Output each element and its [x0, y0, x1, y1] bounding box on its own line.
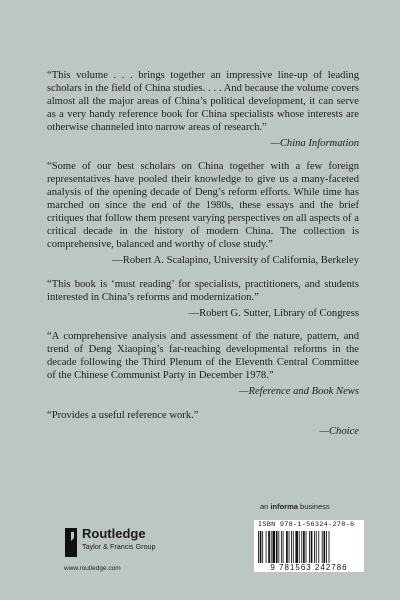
informa-prefix: an — [260, 502, 271, 511]
publisher-subname: Taylor & Francis Group — [82, 542, 156, 551]
barcode-bar — [301, 531, 302, 563]
blurb-attribution — [47, 255, 359, 268]
blurb-quote: “Some of our best scholars on China together with a few foreign representatives have pooled their knowledge to give us a many-faceted analysis of the opening decade of Deng’s reform efforts. While time has marched on since the end of the 1980s, these essays and the brief critiques that follow them present varying perspectives on all aspects of a critical decade in the history of modern China. The collection is comprehensive, balanced and worthy of close study.” — [47, 161, 359, 250]
isbn-label: ISBN 978-1-56324-278-6 — [258, 521, 355, 529]
blurb-attribution — [47, 386, 359, 399]
barcode-bar — [276, 531, 278, 563]
barcode-bar — [289, 531, 290, 563]
isbn-barcode-box — [254, 520, 364, 572]
barcode-icon — [258, 531, 360, 563]
blurb — [47, 161, 359, 267]
barcode-bar — [323, 531, 325, 563]
barcode-bar — [314, 531, 315, 563]
barcode-bar — [326, 531, 327, 563]
barcode-bar — [260, 531, 262, 563]
barcode-bar — [271, 531, 272, 563]
barcode-bar — [299, 531, 300, 563]
barcode-bar — [306, 531, 307, 563]
blurb — [47, 279, 359, 321]
blurb-attribution — [47, 308, 359, 321]
publisher-name: Routledge — [82, 526, 146, 541]
blurb-source: —Robert G. Sutter, Library of Congress — [188, 307, 359, 319]
barcode-bar — [311, 531, 313, 563]
barcode-bar — [278, 531, 279, 563]
informa-business-tagline — [260, 502, 330, 511]
barcode-bar — [329, 531, 330, 563]
barcode-bar — [316, 531, 317, 563]
blurb — [47, 331, 359, 399]
barcode-bar — [268, 531, 270, 563]
barcode-bar — [303, 531, 305, 563]
barcode-bar — [272, 531, 275, 563]
barcode-bar — [281, 531, 282, 563]
blurb-list — [47, 70, 359, 450]
blurb-source: —Choice — [319, 425, 359, 437]
barcode-bar — [262, 531, 263, 563]
blurb-quote: “Provides a useful reference work.” — [47, 409, 199, 421]
blurb — [47, 70, 359, 150]
blurb — [47, 410, 359, 439]
blurb-source: —China Information — [270, 137, 359, 149]
barcode-bar — [293, 531, 294, 563]
barcode-bar — [309, 531, 310, 563]
blurb-quote: “This book is ‘must reading’ for specialists, practitioners, and students interested in China’s reforms and modernization.” — [47, 278, 359, 303]
barcode-bar — [258, 531, 259, 563]
blurb-attribution — [47, 426, 359, 439]
blurb-quote: “A comprehensive analysis and assessment of the nature, pattern, and trend of Deng Xiaoping’s far-reaching developmental reforms in the decade following the Third Plenum of the Eleventh Central Committee of the Chinese Communist Party in December 1978.” — [47, 331, 359, 382]
blurb-attribution — [47, 138, 359, 151]
barcode-bar — [283, 531, 284, 563]
barcode-bar — [295, 531, 298, 563]
informa-brand: informa — [270, 502, 298, 511]
publisher-url[interactable]: www.routledge.com — [64, 565, 121, 572]
routledge-logo-icon — [64, 528, 78, 558]
isbn-digits: 9 781563 242786 — [270, 563, 348, 572]
barcode-bar — [291, 531, 292, 563]
informa-suffix: business — [297, 502, 330, 511]
blurb-source: —Reference and Book News — [239, 386, 359, 398]
barcode-bar — [322, 531, 323, 563]
blurb-source: —Robert A. Scalapino, University of California, Berkeley — [112, 254, 359, 266]
barcode-bar — [266, 531, 267, 563]
barcode-bar — [318, 531, 319, 563]
barcode-bar — [286, 531, 288, 563]
blurb-quote: “This volume . . . brings together an impressive line-up of leading scholars in the field of China studies. . . . And because the volume covers almost all the major areas of China’s political development, it can serve as a very handy reference book for China specialists whose interests are otherwise channeled into narrow areas of research.” — [47, 70, 359, 133]
